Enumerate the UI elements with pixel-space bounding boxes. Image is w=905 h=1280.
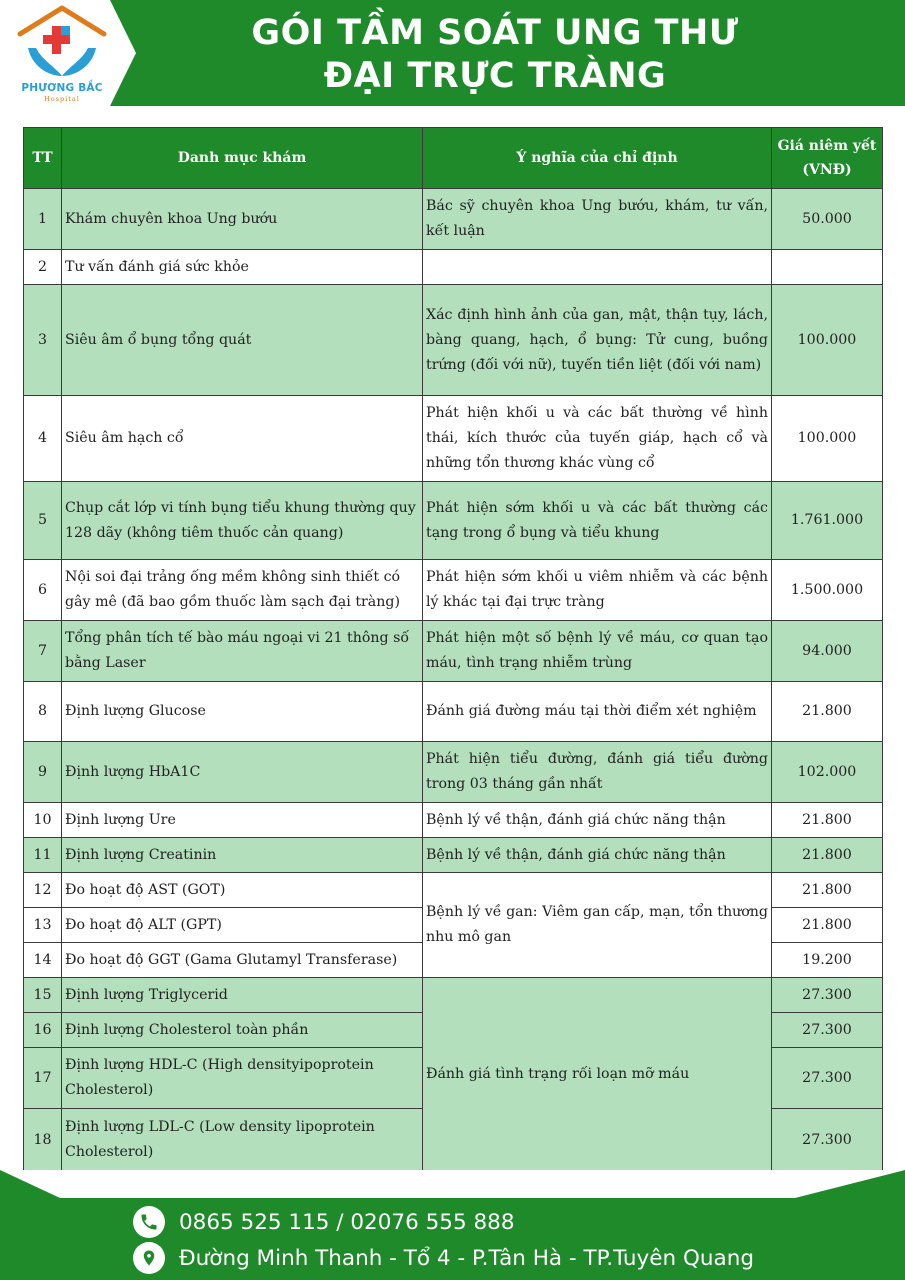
- row-item: Định lượng Ure: [62, 803, 423, 838]
- location-pin-icon: [133, 1242, 165, 1274]
- row-tt: 10: [24, 803, 62, 838]
- row-price: 21.800: [772, 838, 883, 873]
- row-item: Đo hoạt độ ALT (GPT): [62, 908, 423, 943]
- row-price: 21.800: [772, 803, 883, 838]
- row-tt: 6: [24, 560, 62, 621]
- phone-icon: [133, 1206, 165, 1238]
- row-price: 100.000: [772, 396, 883, 482]
- merged-lipid-meaning: Đánh giá tình trạng rối loạn mỡ máu: [423, 978, 772, 1172]
- table-row: [24, 396, 883, 482]
- table-row: [24, 682, 883, 742]
- row-item: Chụp cắt lớp vi tính bụng tiểu khung thường quy 128 dãy (không tiêm thuốc cản quang): [62, 482, 423, 560]
- row-item: Định lượng Cholesterol toàn phần: [62, 1013, 423, 1048]
- row-item: Định lượng Glucose: [62, 682, 423, 742]
- hospital-logo: [14, 4, 110, 102]
- row-tt: 17: [24, 1048, 62, 1109]
- row-tt: 13: [24, 908, 62, 943]
- row-tt: 14: [24, 943, 62, 978]
- row-meaning: Phát hiện sớm khối u viêm nhiễm và các bệnh lý khác tại đại trực tràng: [423, 560, 772, 621]
- row-tt: 4: [24, 396, 62, 482]
- title-line-1: GÓI TẦM SOÁT UNG THƯ: [251, 13, 739, 53]
- row-price: [772, 250, 883, 285]
- table-row: [24, 621, 883, 682]
- table-row: [24, 742, 883, 803]
- row-tt: 15: [24, 978, 62, 1013]
- phone-numbers[interactable]: 0865 525 115 / 02076 555 888: [179, 1209, 515, 1235]
- row-price: 100.000: [772, 285, 883, 396]
- logo-house-hands-icon: [14, 4, 110, 84]
- row-item: Tổng phân tích tế bào máu ngoại vi 21 thông số bằng Laser: [62, 621, 423, 682]
- row-meaning: Bệnh lý về thận, đánh giá chức năng thận: [423, 803, 772, 838]
- row-meaning: Bệnh lý về thận, đánh giá chức năng thận: [423, 838, 772, 873]
- header-tt: TT: [24, 128, 62, 189]
- page-title: [200, 12, 790, 98]
- contact-address: [133, 1241, 754, 1275]
- row-item: Định lượng Triglycerid: [62, 978, 423, 1013]
- row-meaning: Phát hiện một số bệnh lý về máu, cơ quan tạo máu, tình trạng nhiễm trùng: [423, 621, 772, 682]
- row-price: 27.300: [772, 1013, 883, 1048]
- row-meaning: Phát hiện sớm khối u và các bất thường các tạng trong ổ bụng và tiểu khung: [423, 482, 772, 560]
- footer: [0, 1170, 905, 1280]
- header-item: Danh mục khám: [62, 128, 423, 189]
- table-row: [24, 189, 883, 250]
- row-meaning: Xác định hình ảnh của gan, mật, thận tụy, lách, bàng quang, hạch, ổ bụng: Tử cung, buồng trứng (đối với nữ), tuyến tiền liệt (đối với nam): [423, 285, 772, 396]
- table-row: [24, 285, 883, 396]
- row-meaning: Đánh giá đường máu tại thời điểm xét nghiệm: [423, 682, 772, 742]
- row-item: Khám chuyên khoa Ung bướu: [62, 189, 423, 250]
- row-tt: 18: [24, 1109, 62, 1172]
- row-item: Tư vấn đánh giá sức khỏe: [62, 250, 423, 285]
- row-item: Định lượng HDL-C (High densityipoprotein Cholesterol): [62, 1048, 423, 1109]
- row-tt: 12: [24, 873, 62, 908]
- row-tt: 11: [24, 838, 62, 873]
- row-price: 21.800: [772, 908, 883, 943]
- row-item: Siêu âm ổ bụng tổng quát: [62, 285, 423, 396]
- table-row: [24, 803, 883, 838]
- row-meaning: [423, 250, 772, 285]
- header-price: Giá niêm yết (VNĐ): [772, 128, 883, 189]
- row-item: Đo hoạt độ GGT (Gama Glutamyl Transferase): [62, 943, 423, 978]
- table-row: [24, 482, 883, 560]
- row-meaning: Bác sỹ chuyên khoa Ung bướu, khám, tư vấn, kết luận: [423, 189, 772, 250]
- row-tt: 9: [24, 742, 62, 803]
- row-price: 1.761.000: [772, 482, 883, 560]
- row-price: 27.300: [772, 1109, 883, 1172]
- title-line-2: ĐẠI TRỰC TRÀNG: [323, 56, 667, 96]
- row-tt: 5: [24, 482, 62, 560]
- header-meaning: Ý nghĩa của chỉ định: [423, 128, 772, 189]
- row-price: 27.300: [772, 1048, 883, 1109]
- row-tt: 16: [24, 1013, 62, 1048]
- row-tt: 3: [24, 285, 62, 396]
- header: [0, 0, 905, 106]
- row-item: Nội soi đại trảng ống mềm không sinh thiết có gây mê (đã bao gồm thuốc làm sạch đại tràng): [62, 560, 423, 621]
- table-row: [24, 250, 883, 285]
- row-meaning: Phát hiện khối u và các bất thường về hình thái, kích thước của tuyến giáp, hạch cổ và những tổn thương khác vùng cổ: [423, 396, 772, 482]
- contact-phone: [133, 1205, 515, 1239]
- row-tt: 7: [24, 621, 62, 682]
- row-item: Siêu âm hạch cổ: [62, 396, 423, 482]
- row-tt: 2: [24, 250, 62, 285]
- price-table: [23, 127, 883, 1172]
- merged-liver-meaning: Bệnh lý về gan: Viêm gan cấp, mạn, tổn thương nhu mô gan: [423, 873, 772, 978]
- row-price: 1.500.000: [772, 560, 883, 621]
- table-row: [24, 560, 883, 621]
- row-item: Định lượng HbA1C: [62, 742, 423, 803]
- row-item: Đo hoạt độ AST (GOT): [62, 873, 423, 908]
- table-row: [24, 873, 883, 908]
- table-row: [24, 838, 883, 873]
- row-item: Định lượng LDL-C (Low density lipoprotein Cholesterol): [62, 1109, 423, 1172]
- row-item: Định lượng Creatinin: [62, 838, 423, 873]
- address-text: Đường Minh Thanh - Tổ 4 - P.Tân Hà - TP.Tuyên Quang: [179, 1245, 754, 1271]
- table-row: [24, 978, 883, 1013]
- row-price: 102.000: [772, 742, 883, 803]
- row-price: 21.800: [772, 682, 883, 742]
- table-header-row: [24, 128, 883, 189]
- logo-name: PHƯƠNG BẮC: [21, 82, 103, 94]
- row-price: 19.200: [772, 943, 883, 978]
- row-tt: 1: [24, 189, 62, 250]
- row-price: 27.300: [772, 978, 883, 1013]
- row-price: 94.000: [772, 621, 883, 682]
- row-price: 50.000: [772, 189, 883, 250]
- row-meaning: Phát hiện tiểu đường, đánh giá tiểu đường trong 03 tháng gần nhất: [423, 742, 772, 803]
- row-price: 21.800: [772, 873, 883, 908]
- logo-subtitle: Hospital: [44, 95, 80, 103]
- row-tt: 8: [24, 682, 62, 742]
